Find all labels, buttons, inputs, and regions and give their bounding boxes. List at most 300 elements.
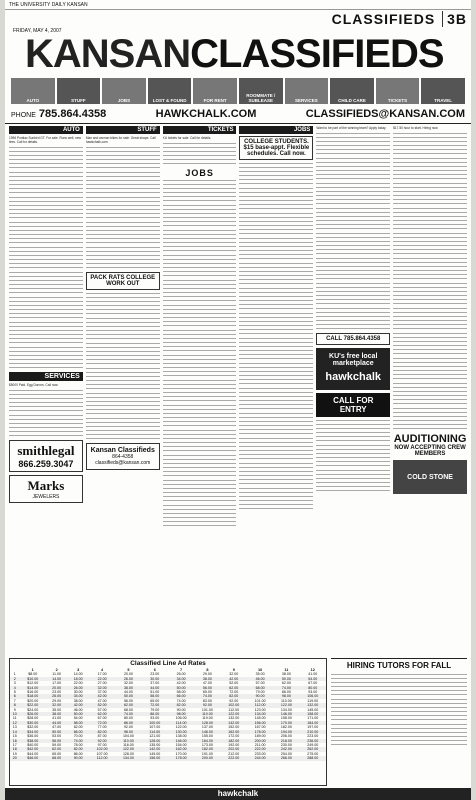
rates-cell: $22.00 <box>20 703 46 707</box>
ad-text-block <box>393 358 467 380</box>
rates-cell: 20.00 <box>46 686 68 690</box>
rates-cell: 4 <box>10 686 20 690</box>
masthead <box>5 0 471 124</box>
audition-title: AUDITIONING <box>393 433 467 445</box>
ad-text-block <box>393 383 467 405</box>
rates-cell: 212.00 <box>228 751 240 756</box>
rates-cell: 189.00 <box>254 734 266 739</box>
column-head-auto: AUTO <box>9 126 83 134</box>
category-tile <box>376 78 420 104</box>
rates-cell: 173.00 <box>201 742 213 747</box>
rates-cell: 137.00 <box>201 725 213 730</box>
rates-cell: 74.00 <box>176 698 186 703</box>
rates-cell: 122.00 <box>273 703 299 707</box>
contact-bar <box>11 106 465 122</box>
column-auto <box>9 126 83 656</box>
rates-cell: $44.00 <box>27 751 39 756</box>
ad-text-block <box>163 380 237 402</box>
ad-text-block <box>163 180 237 202</box>
ad-text-block <box>86 247 160 269</box>
ad-services-1: $5000 Paid. Egg Donors. Call now. <box>9 383 59 387</box>
ad-text-block <box>393 333 467 355</box>
rates-cell: 222.00 <box>247 747 273 751</box>
rates-cell: 128.00 <box>122 751 134 756</box>
rates-cell: 67.00 <box>308 681 318 686</box>
rates-cell: 52.00 <box>89 703 115 707</box>
category-label: CHILD CARE <box>338 98 366 103</box>
college-students-ad <box>239 136 313 160</box>
rates-cell: 79.00 <box>150 707 160 712</box>
ad-text-block <box>9 297 83 319</box>
rates-cell: $20.00 <box>27 698 39 703</box>
rates-cell: 62.00 <box>281 681 291 686</box>
rates-cell: 244.00 <box>247 756 273 760</box>
rates-cell: 275.00 <box>307 751 319 756</box>
rates-title: Classified Line Ad Rates <box>130 660 206 667</box>
rates-cell: 162.00 <box>221 730 247 734</box>
rates-row <box>10 756 326 760</box>
kansan-classifieds-box <box>86 443 160 470</box>
rates-cell: 23.00 <box>150 672 160 677</box>
ad-text-block <box>316 158 390 180</box>
rates-cell: 14.00 <box>46 677 68 681</box>
rates-cell: 155.00 <box>201 734 213 739</box>
ad-text-block <box>86 368 160 390</box>
rates-cell: 98.00 <box>273 694 299 698</box>
rates-cell: 34.00 <box>168 677 194 681</box>
ad-text-block <box>393 133 467 155</box>
ad-text-block <box>316 420 390 442</box>
ad-text-block <box>86 197 160 219</box>
category-tile <box>57 78 101 104</box>
paper-name: THE UNIVERSITY DAILY KANSAN <box>9 1 88 8</box>
rates-cell: 80.00 <box>123 716 133 721</box>
category-label: ROOMMATE / SUBLEASE <box>246 93 276 103</box>
rates-cell: $28.00 <box>27 716 39 721</box>
rates-cell: 200.00 <box>194 756 220 760</box>
rates-cell: 38.00 <box>194 677 220 681</box>
rates-cell: 68.00 <box>46 756 68 760</box>
rates-cell: 9 <box>13 707 16 712</box>
rates-cell: 17.00 <box>52 681 62 686</box>
rates-cell: 107.00 <box>96 751 108 756</box>
rates-cell: 102.00 <box>221 703 247 707</box>
ad-text-block <box>9 222 83 244</box>
rates-cell: 72.00 <box>229 690 239 695</box>
rates-header-cell: 12 <box>310 668 315 672</box>
category-label: TRAVEL <box>434 98 452 103</box>
rates-cell: 128.00 <box>194 721 220 725</box>
rates-cell: 92.00 <box>229 698 239 703</box>
rates-cell: 62.00 <box>73 725 83 730</box>
column-jobs-a <box>239 126 313 656</box>
jobs-subhead: JOBS <box>185 168 214 178</box>
rates-cell: 74.00 <box>194 694 220 698</box>
rates-cell: 26.00 <box>46 694 68 698</box>
rates-cell: 1 <box>13 672 16 677</box>
rates-cell: 34.00 <box>67 694 89 698</box>
ad-text-block <box>163 205 237 227</box>
rates-cell: 178.00 <box>168 756 194 760</box>
ad-text-block <box>9 247 83 269</box>
hawkchalk-tagline: KU's free local marketplace <box>329 353 378 367</box>
rates-cell: 26.00 <box>67 686 89 690</box>
ad-text-block <box>239 163 313 185</box>
rates-cell: 170.00 <box>273 721 299 725</box>
rates-cell: 50.00 <box>273 677 299 681</box>
ad-text-block <box>163 330 237 352</box>
hawkchalk-footer: hawkchalk <box>5 788 471 800</box>
rates-cell: 106.00 <box>175 716 187 721</box>
ad-text-block <box>239 213 313 235</box>
rates-cell: 13 <box>12 725 17 730</box>
rates-cell: 102.00 <box>89 747 115 751</box>
ad-text-block <box>239 438 313 460</box>
rates-cell: $18.00 <box>20 694 46 698</box>
rates-cell: 38.00 <box>115 686 141 690</box>
rates-cell: 62.00 <box>89 712 115 716</box>
ad-auto-1: 1996 Pontiac Sunbird GT. For sale. Runs well, new tires. Call for details. <box>9 136 81 144</box>
rates-cell: 211.00 <box>254 742 266 747</box>
ad-text-block <box>239 188 313 210</box>
rates-cell: 116.00 <box>123 742 134 747</box>
rates-cell: 182.00 <box>221 739 247 743</box>
rates-cell: 65.00 <box>52 751 62 756</box>
rates-cell: 230.00 <box>280 742 292 747</box>
rates-cell: 59.00 <box>52 742 62 747</box>
rates-cell: 90.00 <box>247 694 273 698</box>
rates-cell: 58.00 <box>176 690 186 695</box>
rates-cell: 50.00 <box>67 712 89 716</box>
masthead-word-kansan: KANSAN <box>25 32 191 76</box>
college-students-text: COLLEGE STUDENTS. $15 base-appt. Flexible schedules. Call now. <box>243 139 310 157</box>
rates-cell: 130.00 <box>168 730 194 734</box>
rates-cell: 30.00 <box>142 677 168 681</box>
rates-cell: 37.00 <box>150 681 160 686</box>
rates-cell: 254.00 <box>280 751 292 756</box>
ad-text-block <box>163 255 237 277</box>
rates-cell: 22.00 <box>89 677 115 681</box>
kansan-box-email[interactable]: classifieds@kansan.com <box>95 460 151 466</box>
phone-number: 785.864.4358 <box>38 108 107 120</box>
ad-jobs-2: Want to be part of the winning team? Apply today. <box>316 126 387 130</box>
rates-cell: 38.00 <box>73 698 83 703</box>
rates-header-cell: 2 <box>55 668 58 672</box>
rates-cell: 128.00 <box>142 739 168 743</box>
rates-cell: 101.00 <box>201 707 213 712</box>
rates-cell: 106.00 <box>300 694 326 698</box>
rates-cell: 58.00 <box>67 721 89 725</box>
ad-text-block <box>331 699 467 721</box>
ad-text-block <box>86 393 160 415</box>
marks-logo: Marks <box>27 478 65 493</box>
rates-cell: 5 <box>13 690 16 695</box>
rates-cell: 16 <box>10 739 20 743</box>
rates-cell: 142.00 <box>142 747 168 751</box>
rates-cell: 82.00 <box>168 703 194 707</box>
ad-text-block <box>316 133 390 155</box>
rates-cell: 77.00 <box>97 725 107 730</box>
ad-text-block <box>239 388 313 410</box>
rates-cell: 37.00 <box>97 690 107 695</box>
tutors-ad <box>331 658 467 786</box>
rates-cell: 42.00 <box>176 681 186 686</box>
rates-cell: $14.00 <box>20 686 46 690</box>
ad-text-block <box>316 470 390 492</box>
rates-cell: 92.00 <box>89 739 115 743</box>
rates-cell: 122.00 <box>221 712 247 716</box>
rates-cell: 86.00 <box>281 690 291 695</box>
rates-header-cell: 11 <box>284 668 289 672</box>
column-jobs-c <box>393 126 467 656</box>
rates-cell: 152.00 <box>228 725 240 730</box>
rates-cell: 32.00 <box>229 672 239 677</box>
ad-text-block <box>9 197 83 219</box>
rates-cell: $42.00 <box>20 747 46 751</box>
rates-cell: 67.00 <box>97 716 107 721</box>
rates-cell: $40.00 <box>27 742 39 747</box>
rates-cell: $26.00 <box>20 712 46 716</box>
ad-text-block <box>86 147 160 169</box>
rates-cell: 65.00 <box>202 690 212 695</box>
rates-cell: 266.00 <box>273 756 299 760</box>
rates-cell: 53.00 <box>52 734 62 739</box>
rates-cell: 35.00 <box>255 672 265 677</box>
column-jobs-b <box>316 126 390 656</box>
ad-text-block <box>316 308 390 330</box>
column-head-tickets: TICKETS <box>163 126 237 134</box>
ad-text-block <box>86 318 160 340</box>
category-tile <box>421 78 465 104</box>
category-tile <box>285 78 329 104</box>
rates-cell: 26.00 <box>176 672 186 677</box>
rates-cell: 46.00 <box>247 677 273 681</box>
rates-cell: 3 <box>13 681 16 686</box>
ad-text-block <box>163 480 237 502</box>
ad-text-block <box>9 172 83 194</box>
rates-cell: 182.00 <box>194 747 220 751</box>
ad-text-block <box>163 505 237 527</box>
ad-text-block <box>9 390 83 412</box>
rates-cell: 97.00 <box>97 742 107 747</box>
category-tile <box>330 78 374 104</box>
rates-cell: 7 <box>13 698 16 703</box>
ad-text-block <box>393 208 467 230</box>
rates-cell: 41.00 <box>52 716 62 721</box>
full-service-ad <box>316 333 390 345</box>
rates-cell: 90.00 <box>67 756 89 760</box>
rates-cell: 92.00 <box>194 703 220 707</box>
rates-cell: 47.00 <box>52 725 62 730</box>
category-label: AUTO <box>26 98 40 103</box>
ad-text-block <box>393 258 467 280</box>
rates-cell: 110.00 <box>115 739 141 743</box>
rates-cell: 74.00 <box>115 712 141 716</box>
ad-text-block <box>86 172 160 194</box>
ad-text-block <box>393 233 467 255</box>
rates-cell: 194.00 <box>273 730 299 734</box>
rates-cell: 57.00 <box>255 681 265 686</box>
rates-cell: 171.00 <box>307 716 319 721</box>
rates-cell: 46.00 <box>73 707 83 712</box>
page-number: 3B <box>442 11 467 27</box>
rates-cell: 142.00 <box>221 721 247 725</box>
rates-cell: $34.00 <box>20 730 46 734</box>
rates-cell: 6 <box>10 694 20 698</box>
ad-text-block <box>163 355 237 377</box>
ad-text-block <box>239 338 313 360</box>
rates-cell: 192.00 <box>228 742 240 747</box>
rates-cell: 104.00 <box>122 734 134 739</box>
category-label: TICKETS <box>387 98 408 103</box>
rates-cell: 23.00 <box>52 690 62 695</box>
rates-cell: 178.00 <box>247 730 273 734</box>
pack-rats-title: PACK RATS COLLEGE WORK OUT <box>90 275 156 287</box>
ad-text-block <box>239 413 313 435</box>
category-tile <box>11 78 55 104</box>
rates-cell: 146.00 <box>273 712 299 716</box>
ad-text-block <box>9 347 83 369</box>
rates-header-cell: 6 <box>153 668 156 672</box>
tutors-title: HIRING TUTORS FOR FALL <box>331 658 467 670</box>
rates-cell: 119.00 <box>202 716 213 721</box>
rates-cell: 32.00 <box>46 703 68 707</box>
rates-cell: 86.00 <box>73 751 83 756</box>
rates-cell: 82.00 <box>67 747 89 751</box>
rates-cell: 236.00 <box>300 739 326 743</box>
rates-cell: 156.00 <box>247 721 273 725</box>
pack-rats-ad <box>86 272 160 290</box>
ad-text-block <box>393 308 467 330</box>
rates-cell: 47.00 <box>97 698 107 703</box>
rates-cell: 86.00 <box>142 712 168 716</box>
ad-text-block <box>239 313 313 335</box>
ad-tickets-1: KU tickets for sale. Call for details. <box>162 136 212 140</box>
ad-text-block <box>393 408 467 430</box>
rates-cell: 41.00 <box>308 672 318 677</box>
category-label: JOBS <box>117 98 131 103</box>
rates-cell: 29.00 <box>52 698 62 703</box>
rates-cell: 10 <box>10 712 20 716</box>
rates-cell: 78.00 <box>73 742 83 747</box>
rates-cell: 44.00 <box>142 686 168 690</box>
ad-text-block <box>9 415 83 437</box>
rates-cell: 56.00 <box>123 698 133 703</box>
rates-cell: 200.00 <box>247 739 273 743</box>
rates-cell: 122.00 <box>115 747 141 751</box>
rates-cell: 27.00 <box>97 681 107 686</box>
website-link[interactable]: HAWKCHALK.COM <box>155 108 257 120</box>
rates-cell: 158.00 <box>280 716 292 721</box>
hawkchalk-logo: hawkchalk <box>325 371 382 383</box>
category-tile <box>193 78 237 104</box>
rates-cell: 20.00 <box>123 672 133 677</box>
rates-cell: 38.00 <box>281 672 291 677</box>
rates-cell: 167.00 <box>254 725 266 730</box>
rates-cell: 191.00 <box>201 751 213 756</box>
rates-cell: 18 <box>10 747 20 751</box>
rates-cell: 182.00 <box>280 725 292 730</box>
rates-cell: 44.00 <box>123 690 133 695</box>
ad-text-block <box>86 293 160 315</box>
rates-cell: 135.00 <box>149 742 161 747</box>
category-tile <box>239 78 283 104</box>
rates-header-cell: 9 <box>232 668 235 672</box>
ad-text-block <box>331 724 467 746</box>
ad-text-block <box>86 418 160 440</box>
rates-cell: 92.00 <box>123 725 133 730</box>
rates-cell: 22.00 <box>73 681 83 686</box>
ad-text-block <box>163 405 237 427</box>
smithlegal-phone: 866.259.3047 <box>18 459 74 469</box>
rates-cell: 134.00 <box>247 712 273 716</box>
rates-cell: 119.00 <box>307 698 319 703</box>
rates-cell: 42.00 <box>67 703 89 707</box>
cold-stone-logo: COLD STONE <box>393 460 467 494</box>
rates-cell: 156.00 <box>142 756 168 760</box>
rates-cell: 12 <box>10 721 20 725</box>
section-header <box>332 11 467 27</box>
rates-cell: $16.00 <box>27 690 39 695</box>
ad-text-block <box>163 305 237 327</box>
rates-cell: 72.00 <box>142 703 168 707</box>
ad-text-block <box>316 208 390 230</box>
rates-cell: $38.00 <box>20 739 46 743</box>
ad-text-block <box>393 283 467 305</box>
line-ad-rates-table <box>9 658 327 786</box>
rates-cell: 138.00 <box>175 734 187 739</box>
email-link[interactable]: CLASSIFIEDS@KANSAN.COM <box>305 108 465 120</box>
rates-cell: 32.00 <box>89 686 115 690</box>
column-head-jobs: JOBS <box>239 126 313 134</box>
rates-cell: $12.00 <box>27 681 39 686</box>
rates-cell: $36.00 <box>27 734 39 739</box>
rates-cell: 154.00 <box>175 742 187 747</box>
marks-jewelers-ad <box>9 475 83 503</box>
rates-cell: 134.00 <box>280 707 292 712</box>
rates-cell: 184.00 <box>300 721 326 725</box>
rates-cell: 29.00 <box>202 672 212 677</box>
rates-cell: $46.00 <box>20 756 46 760</box>
ad-text-block <box>316 183 390 205</box>
ad-jobs-3: $17.50 hour to start. Hiring now. <box>393 126 439 130</box>
ad-text-block <box>239 263 313 285</box>
rates-cell: 68.00 <box>247 686 273 690</box>
rates-cell: 242.00 <box>273 747 299 751</box>
column-tickets <box>163 126 237 656</box>
rates-cell: 66.00 <box>67 730 89 734</box>
rates-cell: 35.00 <box>52 707 62 712</box>
category-tile <box>148 78 192 104</box>
rates-cell: 149.00 <box>149 751 161 756</box>
rates-cell: 17 <box>12 742 17 747</box>
rates-cell: 172.00 <box>228 734 240 739</box>
rates-cell: 121.00 <box>149 734 161 739</box>
rates-cell: 112.00 <box>89 756 115 760</box>
column-head-stuff: STUFF <box>86 126 160 134</box>
rates-cell: 112.00 <box>247 703 273 707</box>
rates-header-cell: 4 <box>101 668 104 672</box>
ad-text-block <box>163 430 237 452</box>
rates-cell: 162.00 <box>168 747 194 751</box>
rates-cell: $10.00 <box>20 677 46 681</box>
rates-header-cell: 5 <box>127 668 130 672</box>
rates-cell: 50.00 <box>46 730 68 734</box>
marks-subtitle: JEWELERS <box>32 494 60 500</box>
category-label: LOST & FOUND <box>152 98 187 103</box>
rates-cell: 20 <box>10 756 20 760</box>
rates-cell: 18.00 <box>67 677 89 681</box>
